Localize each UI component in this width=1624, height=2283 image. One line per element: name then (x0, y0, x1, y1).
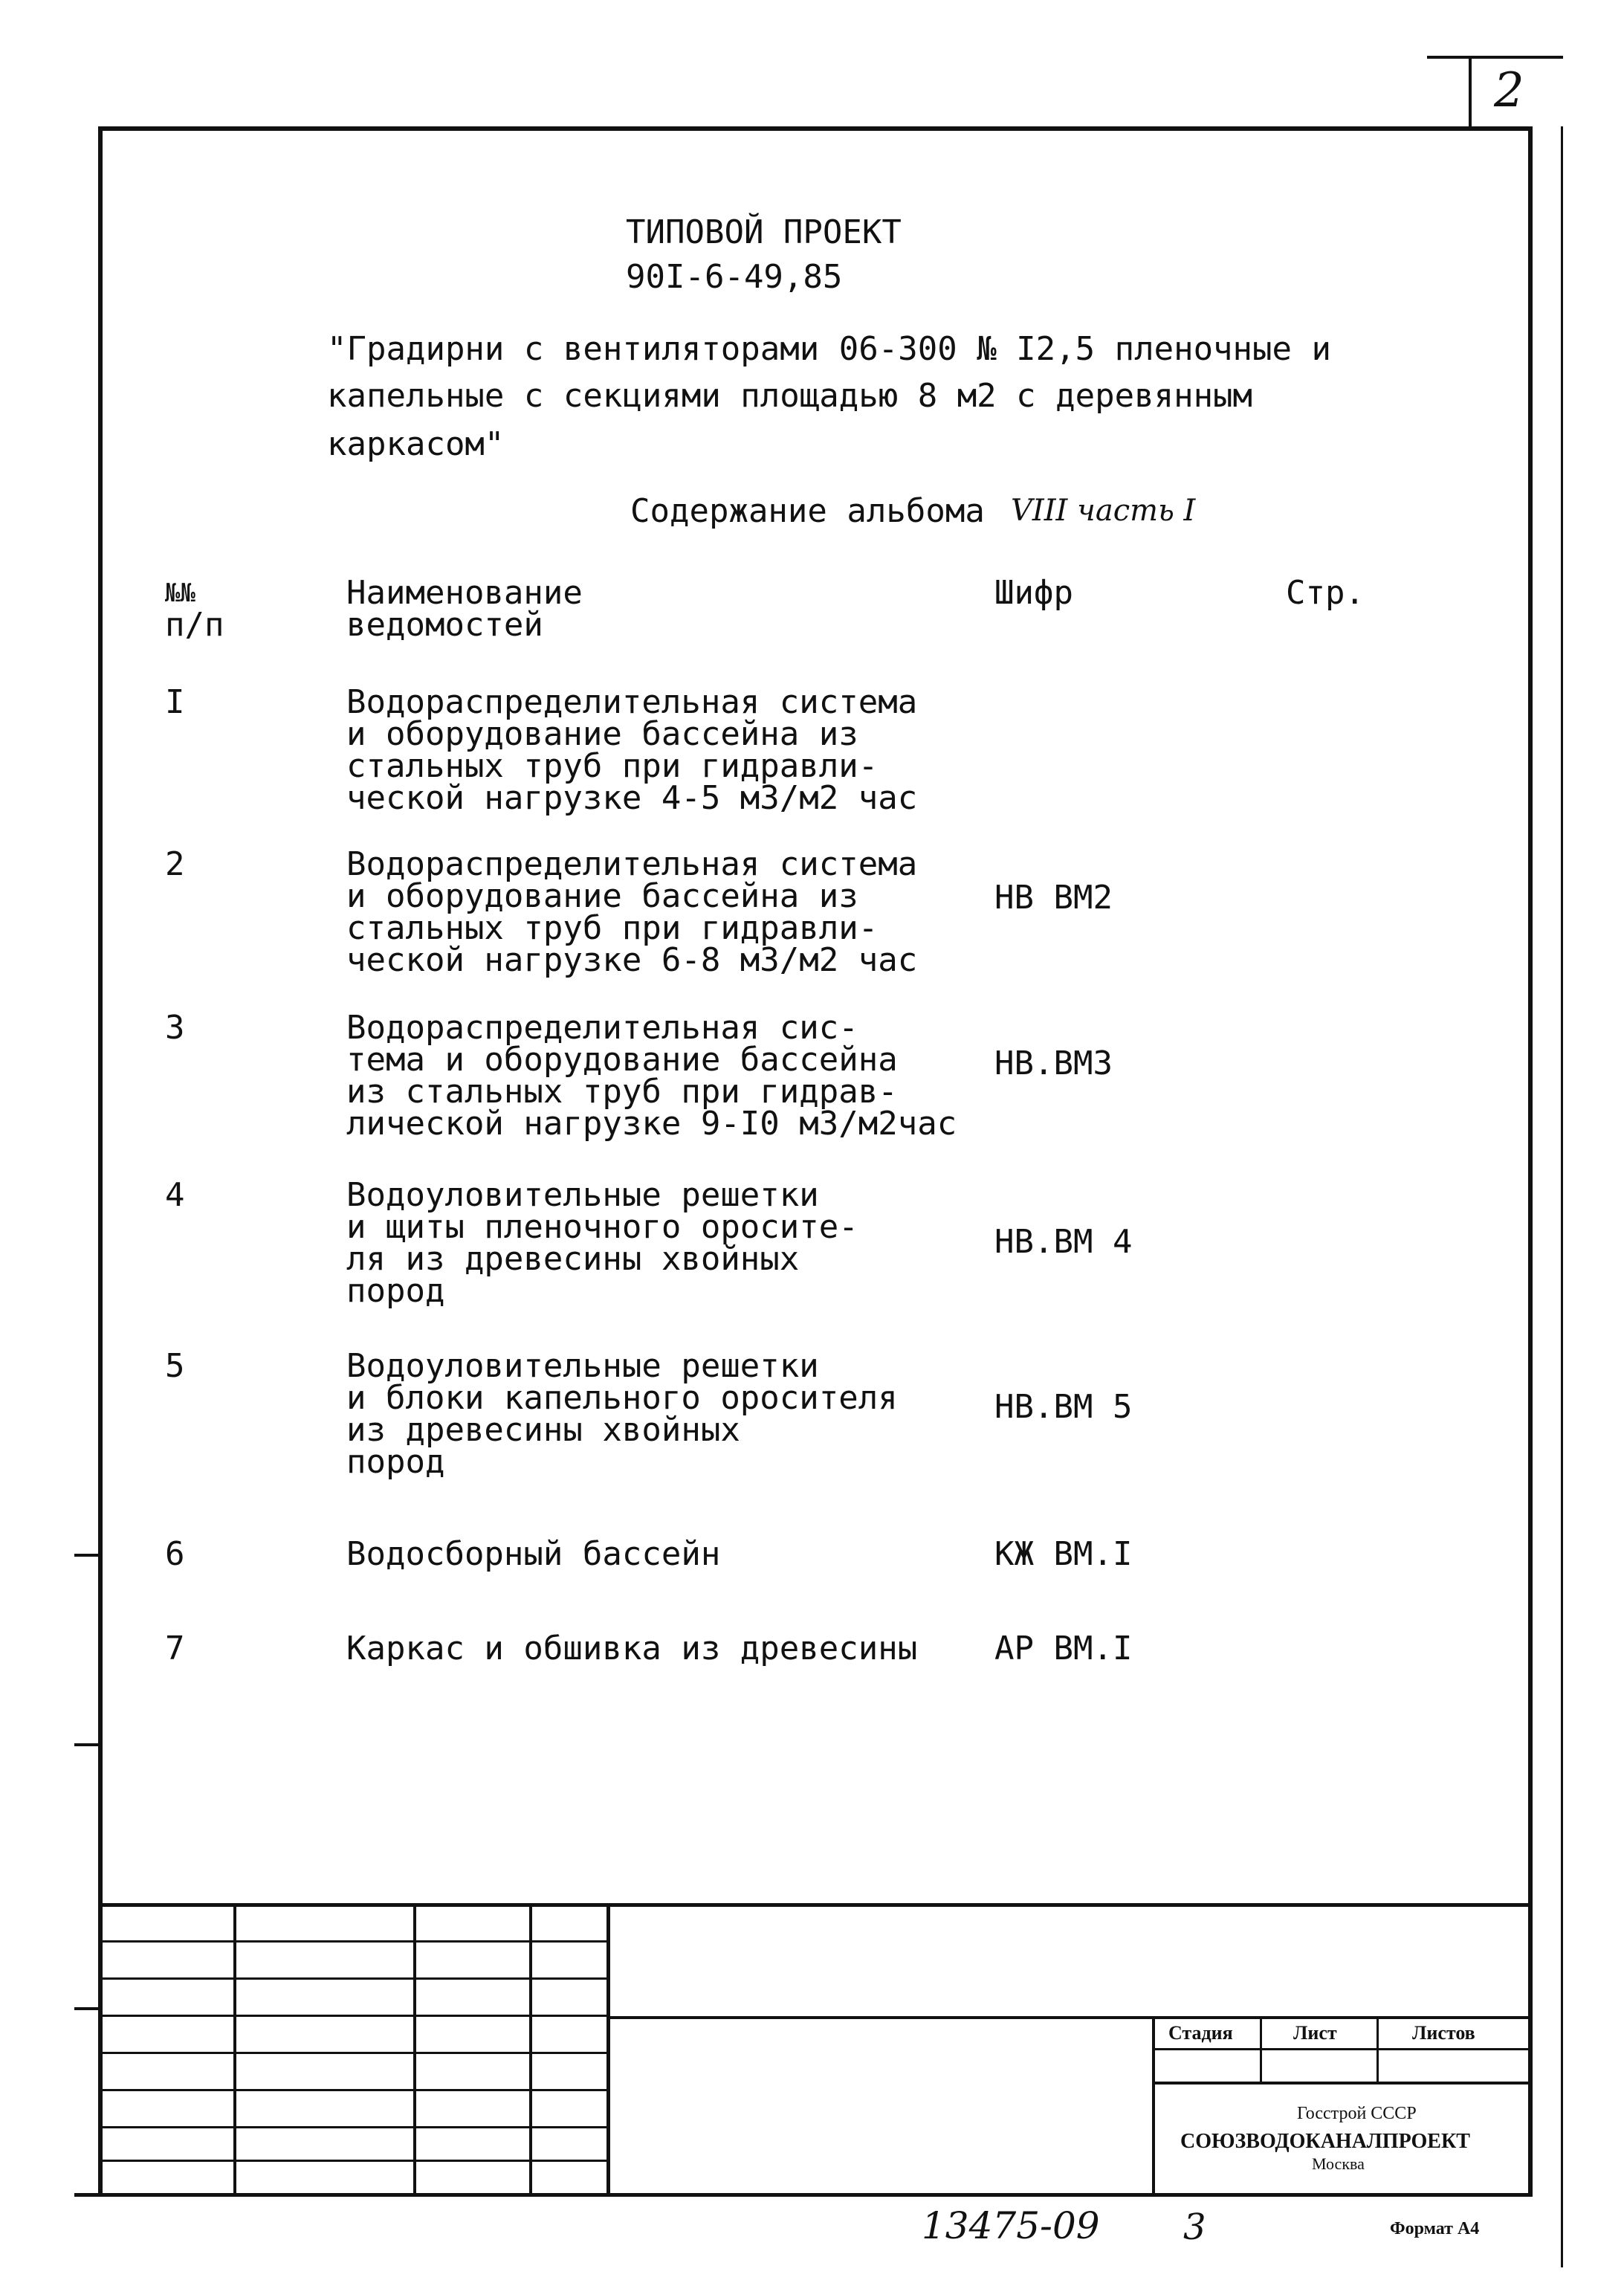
row-5-num: 5 (165, 1347, 185, 1385)
col-num-line2: п/п (165, 606, 224, 644)
row-1-name-line1: Водораспределительная система (346, 683, 918, 721)
col-code: Шифр (994, 574, 1073, 612)
frame-top-line (98, 126, 1533, 131)
row-2-num: 2 (165, 845, 185, 883)
col-num-line1: №№ (165, 578, 195, 608)
stamp-grid-v3 (529, 1903, 532, 2197)
header-project-number: 90I-6-49,85 (626, 258, 843, 296)
row-1-num: I (165, 683, 185, 721)
stamp-org-line2: СОЮЗВОДОКАНАЛПРОЕКТ (1180, 2130, 1470, 2153)
margin-tick-1 (74, 1554, 103, 1557)
stamp-info-v2 (1376, 2016, 1379, 2083)
row-5-name-line3: из древесины хвойных (346, 1411, 740, 1449)
stamp-org-line1: Госстрой СССР (1297, 2104, 1417, 2123)
sheet-number: 2 (1494, 63, 1524, 118)
stamp-info-v1 (1260, 2016, 1262, 2083)
row-3-name-line3: из стальных труб при гидрав- (346, 1073, 898, 1111)
frame-bottom-line (74, 2193, 1533, 2197)
col-name-line1: Наименование (346, 574, 583, 612)
row-4-name-line4: пород (346, 1272, 445, 1310)
row-7-name-line1: Каркас и обшивка из древесины (346, 1630, 918, 1667)
row-3-name-line2: тема и оборудование бассейна (346, 1041, 898, 1079)
row-5-code: НВ.ВМ 5 (994, 1388, 1133, 1426)
stamp-org-line3: Москва (1312, 2154, 1365, 2173)
stamp-grid-v1 (233, 1903, 236, 2197)
header-type: ТИПОВОЙ ПРОЕКТ (626, 213, 902, 251)
stamp-grid-v4 (606, 1903, 610, 2197)
stamp-mid-line (606, 2016, 1533, 2019)
row-1-name-line2: и оборудование бассейна из (346, 715, 858, 753)
row-3-code: НВ.ВМ3 (994, 1044, 1113, 1082)
margin-tick-2 (74, 1743, 103, 1746)
row-2-code: НВ ВМ2 (994, 879, 1113, 917)
row-2-name-line3: стальных труб при гидравли- (346, 909, 879, 947)
row-4-name-line2: и щиты пленочного оросите- (346, 1208, 858, 1246)
stamp-grid-v2 (413, 1903, 416, 2197)
stamp-info-h1 (1152, 2048, 1533, 2050)
frame-left-line (98, 126, 103, 2197)
row-2-name-line1: Водораспределительная система (346, 845, 918, 883)
title-line-3: каркасом" (327, 425, 505, 463)
row-6-num: 6 (165, 1535, 185, 1573)
stamp-sheets-label: Листов (1412, 2022, 1475, 2044)
stamp-top-line (98, 1903, 1533, 1907)
row-4-num: 4 (165, 1176, 185, 1214)
row-5-name-line2: и блоки капельного оросителя (346, 1379, 898, 1417)
row-5-name-line1: Водоуловительные решетки (346, 1347, 819, 1385)
title-line-1: "Градирни с вентиляторами 06-300 № I2,5 пленочные и (327, 330, 1332, 368)
footer-page-number: 3 (1183, 2206, 1206, 2248)
row-3-num: 3 (165, 1009, 185, 1047)
row-2-name-line4: ческой нагрузке 6-8 м3/м2 час (346, 941, 918, 979)
frame-right-line (1528, 126, 1533, 2197)
row-7-num: 7 (165, 1630, 185, 1667)
row-3-name-line1: Водораспределительная сис- (346, 1009, 858, 1047)
row-7-code: АР ВМ.I (994, 1630, 1133, 1667)
row-6-name-line1: Водосборный бассейн (346, 1535, 721, 1573)
stamp-info-left (1152, 2016, 1155, 2197)
frame-outer-right-line (1561, 126, 1563, 2267)
title-line-2: капельные с секциями площадью 8 м2 с деревянным (327, 377, 1253, 415)
sheet-box-left (1469, 56, 1472, 130)
contents-handwritten: VIII часть I (1011, 494, 1196, 528)
inventory-number: 13475-09 (922, 2204, 1100, 2247)
col-name-line2: ведомостей (346, 606, 543, 644)
sheet-box-top (1427, 56, 1563, 59)
row-4-name-line3: ля из древесины хвойных (346, 1240, 800, 1278)
stamp-info-h2 (1152, 2082, 1533, 2085)
row-2-name-line2: и оборудование бассейна из (346, 877, 858, 915)
stamp-sheet-label: Лист (1293, 2022, 1337, 2044)
stamp-stage-label: Стадия (1168, 2022, 1233, 2044)
row-4-name-line1: Водоуловительные решетки (346, 1176, 819, 1214)
format-label: Формат А4 (1390, 2219, 1480, 2238)
contents-label: Содержание альбома (630, 492, 985, 530)
col-page: Стр. (1286, 574, 1365, 612)
row-3-name-line4: лической нагрузке 9-I0 м3/м2час (346, 1105, 957, 1143)
margin-tick-3 (74, 2007, 103, 2010)
row-1-name-line3: стальных труб при гидравли- (346, 747, 879, 785)
row-1-name-line4: ческой нагрузке 4-5 м3/м2 час (346, 779, 918, 817)
row-5-name-line4: пород (346, 1443, 445, 1481)
row-4-code: НВ.ВМ 4 (994, 1223, 1133, 1261)
row-6-code: КЖ ВМ.I (994, 1535, 1133, 1573)
